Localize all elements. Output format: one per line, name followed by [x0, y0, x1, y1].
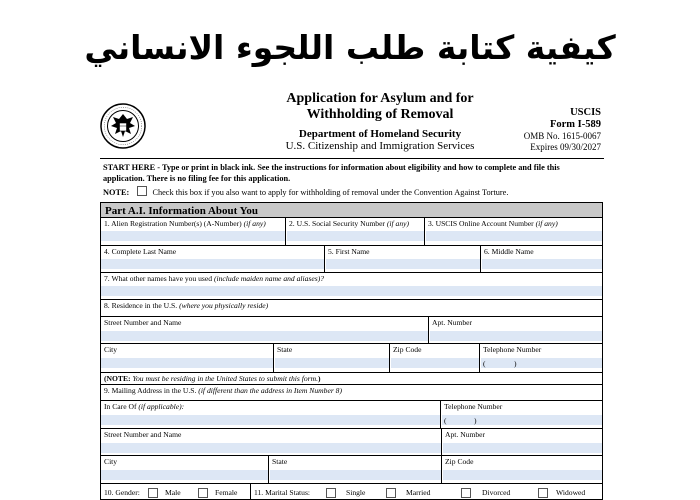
mailing-state-label: State [272, 457, 288, 466]
care-of-label-note: (if applicable): [138, 402, 185, 411]
first-name-input[interactable] [326, 259, 480, 269]
mailing-label: 9. Mailing Address in the U.S. [104, 386, 197, 395]
residence-city-input[interactable] [101, 358, 273, 368]
note-label: NOTE: [103, 188, 130, 197]
mailing-phone-paren-open: ( [444, 416, 447, 425]
residence-phone-paren-open: ( [483, 359, 486, 368]
residence-heading [100, 300, 603, 317]
mailing-city-label: City [104, 457, 118, 466]
mailing-street-input[interactable] [101, 443, 441, 453]
last-name-input[interactable] [101, 259, 324, 269]
residence-zip-input[interactable] [391, 358, 479, 368]
banner-title: كيفية كتابة طلب اللجوء الانساني [84, 28, 616, 67]
marital-married-checkbox[interactable] [386, 488, 396, 498]
residence-phone-input[interactable] [481, 358, 602, 368]
instructions-line1: START HERE - Type or print in black ink. See the instructions for information about eligibility and how to complete and file this [103, 163, 560, 172]
other-names-label: 7. What other names have you used [104, 274, 213, 283]
header-divider [100, 158, 604, 159]
residence-street-label: Street Number and Name [104, 318, 182, 327]
residence-apt-input[interactable] [430, 331, 602, 341]
middle-name-input[interactable] [482, 259, 602, 269]
residence-label: 8. Residence in the U.S. [104, 301, 178, 310]
ssn-input[interactable] [287, 231, 424, 241]
residence-state-label: State [277, 345, 293, 354]
residence-note-text: You must be residing in the United States to submit this form. [132, 374, 318, 383]
mailing-phone-input[interactable] [442, 415, 602, 425]
a-number-label-note: (if any) [243, 219, 266, 228]
residence-label-note: (where you physically reside) [179, 301, 269, 310]
form-title-line2: Withholding of Removal [306, 107, 454, 122]
mailing-zip-input[interactable] [443, 470, 602, 480]
marital-married-label: Married [406, 488, 431, 497]
instructions [103, 163, 560, 184]
a-number-label: 1. Alien Registration Number(s) (A-Number) [104, 219, 242, 228]
mailing-city-input[interactable] [101, 470, 268, 480]
form-title-line1: Application for Asylum and for [286, 91, 474, 106]
instructions-line2: application. There is no filing fee for this application. [103, 173, 291, 183]
residence-phone-paren-close: ) [514, 359, 517, 368]
marital-divorced-checkbox[interactable] [461, 488, 471, 498]
residence-note [100, 373, 603, 385]
cat-checkbox[interactable] [137, 186, 147, 196]
residence-phone-label: Telephone Number [483, 345, 542, 354]
uscis-account-label-note: (if any) [535, 219, 558, 228]
middle-name-label: 6. Middle Name [484, 247, 534, 256]
ssn-label: 2. U.S. Social Security Number [289, 219, 385, 228]
care-of-input[interactable] [101, 415, 440, 425]
mailing-street-label: Street Number and Name [104, 430, 182, 439]
uscis-account-label: 3. USCIS Online Account Number [428, 219, 534, 228]
gender-male-checkbox[interactable] [148, 488, 158, 498]
last-name-label: 4. Complete Last Name [104, 247, 177, 256]
cat-note [103, 186, 508, 199]
agency-code: USCIS [570, 107, 601, 118]
mailing-phone-paren-close: ) [474, 416, 477, 425]
marital-widowed-checkbox[interactable] [538, 488, 548, 498]
first-name-label: 5. First Name [328, 247, 370, 256]
gender-female-checkbox[interactable] [198, 488, 208, 498]
marital-widowed-label: Widowed [556, 488, 586, 497]
department-name: Department of Homeland Security [298, 128, 462, 140]
residence-city-label: City [104, 345, 118, 354]
dhs-seal-icon [100, 103, 146, 149]
mailing-apt-label: Apt. Number [445, 430, 486, 439]
agency-name: U.S. Citizenship and Immigration Services [285, 140, 475, 152]
other-names-label-note: (include maiden name and aliases)? [213, 274, 325, 283]
mailing-label-note: (if different than the address in Item Number 8) [198, 386, 342, 395]
residence-zip-label: Zip Code [393, 345, 422, 354]
uscis-account-input[interactable] [426, 231, 602, 241]
a-number-input[interactable] [101, 231, 285, 241]
mailing-state-input[interactable] [270, 470, 441, 480]
marital-single-checkbox[interactable] [326, 488, 336, 498]
marital-status-label: 11. Marital Status: [254, 488, 311, 497]
mailing-phone-label: Telephone Number [444, 402, 503, 411]
residence-apt-label: Apt. Number [432, 318, 473, 327]
residence-note-label: (NOTE: [104, 374, 131, 383]
residence-street-input[interactable] [101, 331, 428, 341]
mailing-heading [100, 385, 603, 401]
gender-male-label: Male [165, 488, 181, 497]
other-names-input[interactable] [101, 286, 602, 296]
marital-divorced-label: Divorced [482, 488, 511, 497]
note-text: Check this box if you also want to apply for withholding of removal under the Convention Against Torture. [152, 188, 509, 197]
part-header: Part A.I. Information About You [100, 202, 603, 218]
residence-note-end: ) [317, 374, 321, 383]
mailing-zip-label: Zip Code [445, 457, 474, 466]
care-of-label: In Care Of [104, 402, 137, 411]
omb-number: OMB No. 1615-0067 [523, 131, 601, 141]
form-number: Form I-589 [549, 119, 601, 130]
gender-female-label: Female [215, 488, 238, 497]
expiration-date: Expires 09/30/2027 [530, 142, 601, 152]
ssn-label-note: (if any) [386, 219, 410, 228]
residence-state-input[interactable] [275, 358, 389, 368]
mailing-apt-input[interactable] [443, 443, 602, 453]
gender-label: 10. Gender: [104, 488, 140, 497]
marital-single-label: Single [346, 488, 366, 497]
